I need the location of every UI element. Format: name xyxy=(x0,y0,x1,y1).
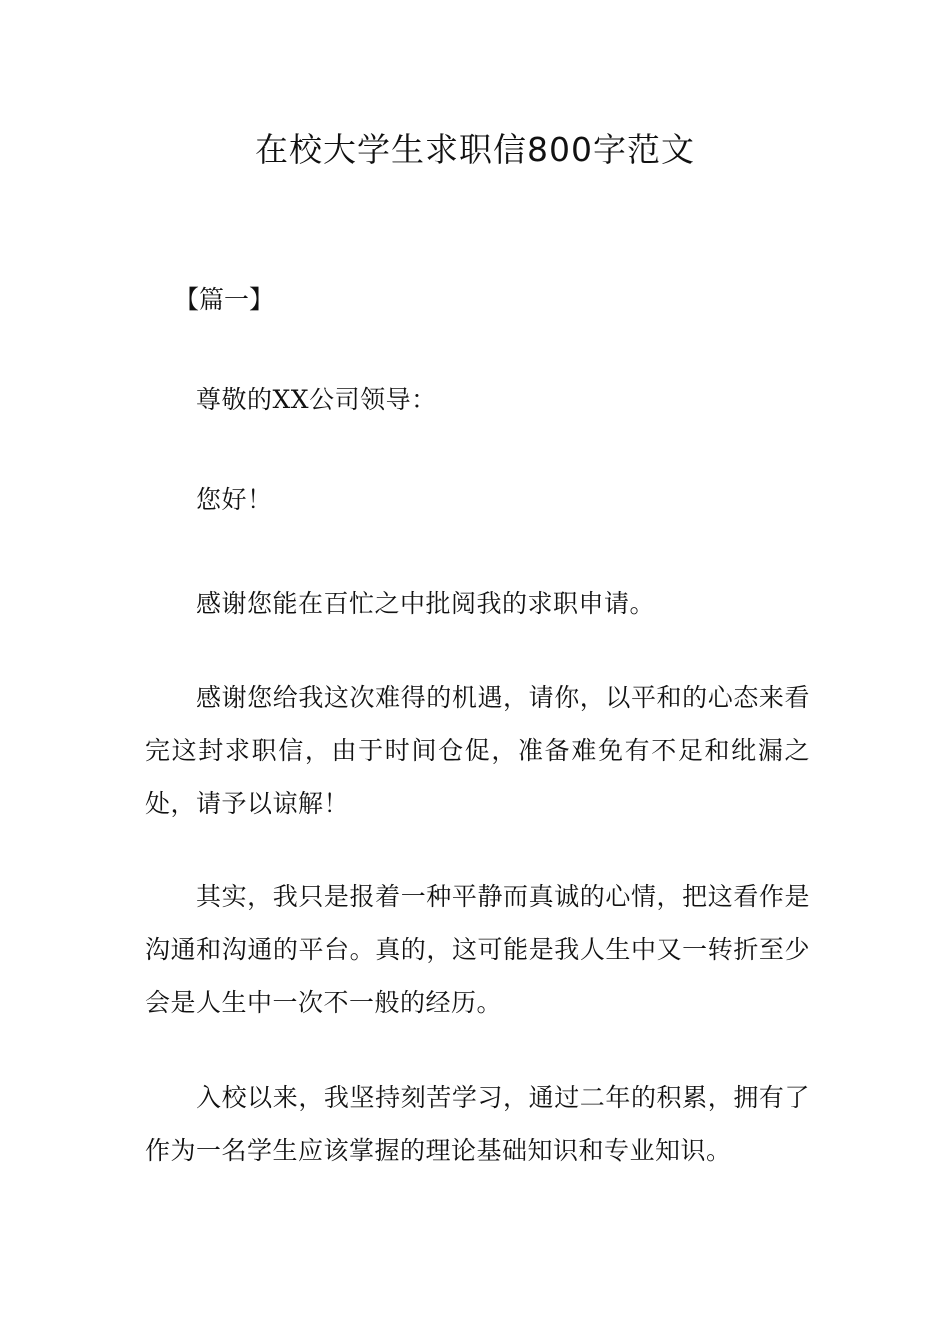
body-paragraph: 入校以来，我坚持刻苦学习，通过二年的积累，拥有了作为一名学生应该掌握的理论基础知识和专业知识。 xyxy=(145,1083,810,1165)
document-title: 在校大学生求职信800字范文 xyxy=(255,130,695,169)
body-paragraph: 感谢您能在百忙之中批阅我的求职申请。 xyxy=(196,589,656,618)
body-paragraph: 感谢您给我这次难得的机遇，请你，以平和的心态来看完这封求职信，由于时间仓促，准备难免有不足和纰漏之处，请予以谅解！ xyxy=(145,683,810,818)
section-label: 【篇一】 xyxy=(174,285,275,314)
salutation-paragraph: 尊敬的XX公司领导： xyxy=(196,385,437,414)
body-paragraph: 其实，我只是报着一种平静而真诚的心情，把这看作是沟通和沟通的平台。真的，这可能是我人生中又一转折至少会是人生中一次不一般的经历。 xyxy=(145,882,810,1017)
greeting-paragraph: 您好！ xyxy=(196,485,273,514)
